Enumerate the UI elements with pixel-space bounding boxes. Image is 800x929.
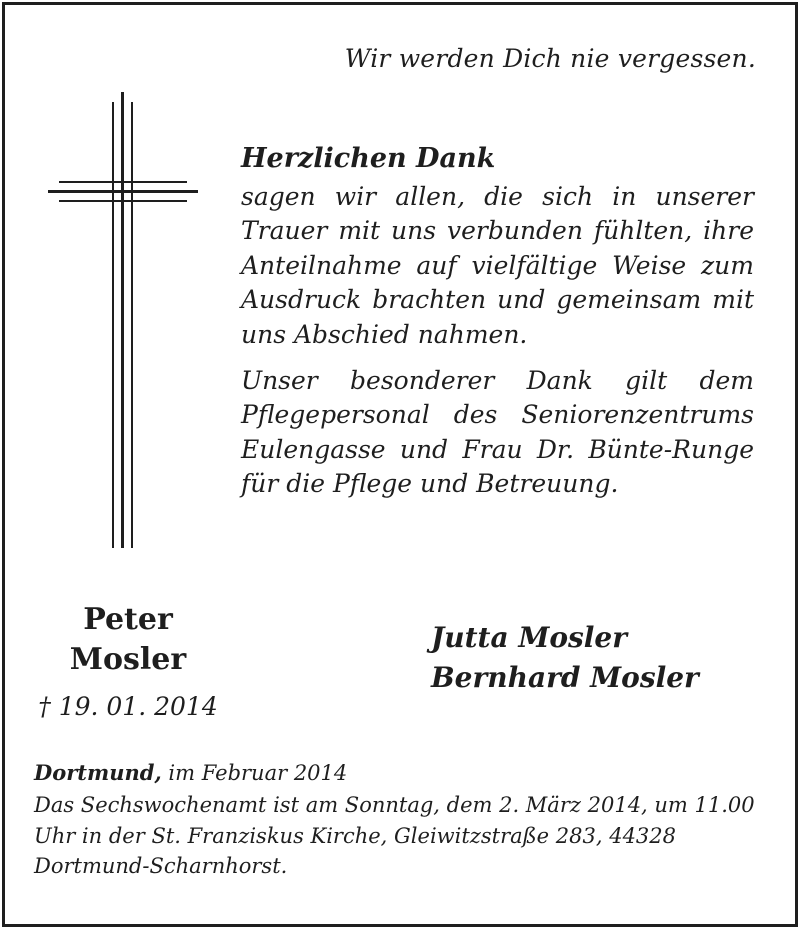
- signatories: [431, 618, 699, 698]
- deceased-last-name: Mosler: [69, 642, 187, 677]
- thanks-heading: Herzlichen Dank: [241, 143, 496, 174]
- thanks-paragraph: sagen wir allen, die sich in unserer Trauer mit uns verbunden fühlten, ihre Anteilnahme auf vielfältige Weise zum Ausdruck brachten und gemeinsam mit uns Abschied nahmen.: [241, 182, 754, 349]
- service-notice: Das Sechswochenamt ist am Sonntag, dem 2. März 2014, um 11.00 Uhr in der St. Franziskus Kirche, Gleiwitzstraße 283, 44328 Dortmund-Scharnhorst.: [34, 793, 755, 878]
- footer: [34, 758, 769, 882]
- date: im Februar 2014: [168, 761, 348, 785]
- death-date: † 19. 01. 2014: [38, 692, 218, 721]
- signatory-name: Bernhard Mosler: [431, 661, 699, 694]
- special-thanks-paragraph: Unser besonderer Dank gilt dem Pflegepersonal des Seniorenzentrums Eulengasse und Frau Dr. Bünte-Runge für die Pflege und Betreuung.: [241, 366, 754, 499]
- deceased-first-name: Peter: [83, 602, 173, 637]
- thanks-section: [241, 144, 754, 502]
- signatory-name: Jutta Mosler: [431, 621, 627, 654]
- place-date-line: [34, 758, 769, 788]
- deceased-block: [30, 600, 226, 721]
- motto: Wir werden Dich nie vergessen.: [344, 44, 756, 73]
- cross-icon: [48, 92, 198, 548]
- city: Dortmund,: [34, 760, 162, 785]
